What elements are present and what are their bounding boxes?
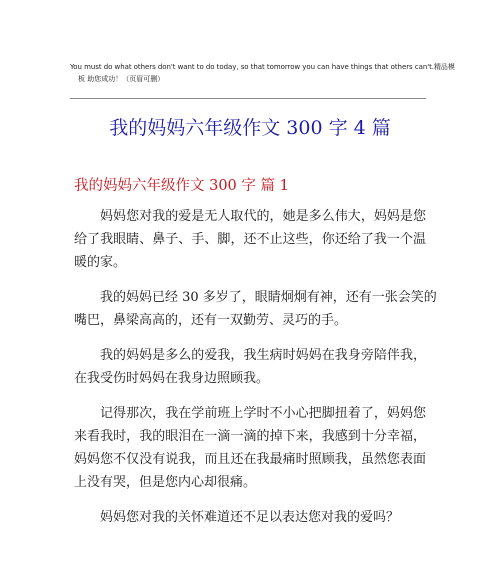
document-title: 我的妈妈六年级作文 300 字 4 篇 <box>109 117 391 139</box>
section-title: 我的妈妈六年级作文 300 字 篇 1 <box>74 178 289 194</box>
paragraph-line: 上没有哭，但是您内心却很痛。 <box>74 475 257 490</box>
paragraph-line: 记得那次，我在学前班上学时不小心把脚扭着了，妈妈您 <box>100 406 426 421</box>
paragraph-line: 妈妈您对我的关怀难道还不足以表达您对我的爱吗？ <box>100 510 400 525</box>
paragraph-line: 嘴巴，鼻梁高高的，还有一双勤劳、灵巧的手。 <box>74 313 348 328</box>
paragraph <box>74 344 426 390</box>
header-line-2: 板 助您成功！（页眉可删） <box>78 75 165 83</box>
paragraph <box>74 205 426 274</box>
paragraph-line: 暖的家。 <box>74 255 127 270</box>
paragraph <box>74 506 426 529</box>
article-body <box>74 205 437 541</box>
paragraph-line: 妈妈您不仅没有说我，而且还在我最痛时照顾我，虽然您表面 <box>74 452 426 467</box>
header-line-1: You must do what others don't want to do today, so that tomorrow you can have things that others can't.精品模 <box>70 63 455 71</box>
paragraph <box>74 286 437 332</box>
page-header <box>70 61 455 85</box>
paragraph <box>74 402 426 494</box>
paragraph-line: 在我受伤时妈妈在我身边照顾我。 <box>74 371 270 386</box>
paragraph-line: 我的妈妈是多么的爱我，我生病时妈妈在我身旁陪伴我， <box>100 348 426 363</box>
paragraph-line: 给了我眼睛、鼻子、手、脚，还不止这些，你还给了我一个温 <box>74 232 426 247</box>
paragraph-line: 妈妈您对我的爱是无人取代的，她是多么伟大，妈妈是您 <box>100 209 426 224</box>
paragraph-line: 我的妈妈已经 30 多岁了，眼睛炯炯有神，还有一张会笑的 <box>100 290 437 305</box>
paragraph-line: 来看我时，我的眼泪在一滴一滴的掉下来，我感到十分幸福， <box>74 429 426 444</box>
header-divider <box>70 98 426 99</box>
